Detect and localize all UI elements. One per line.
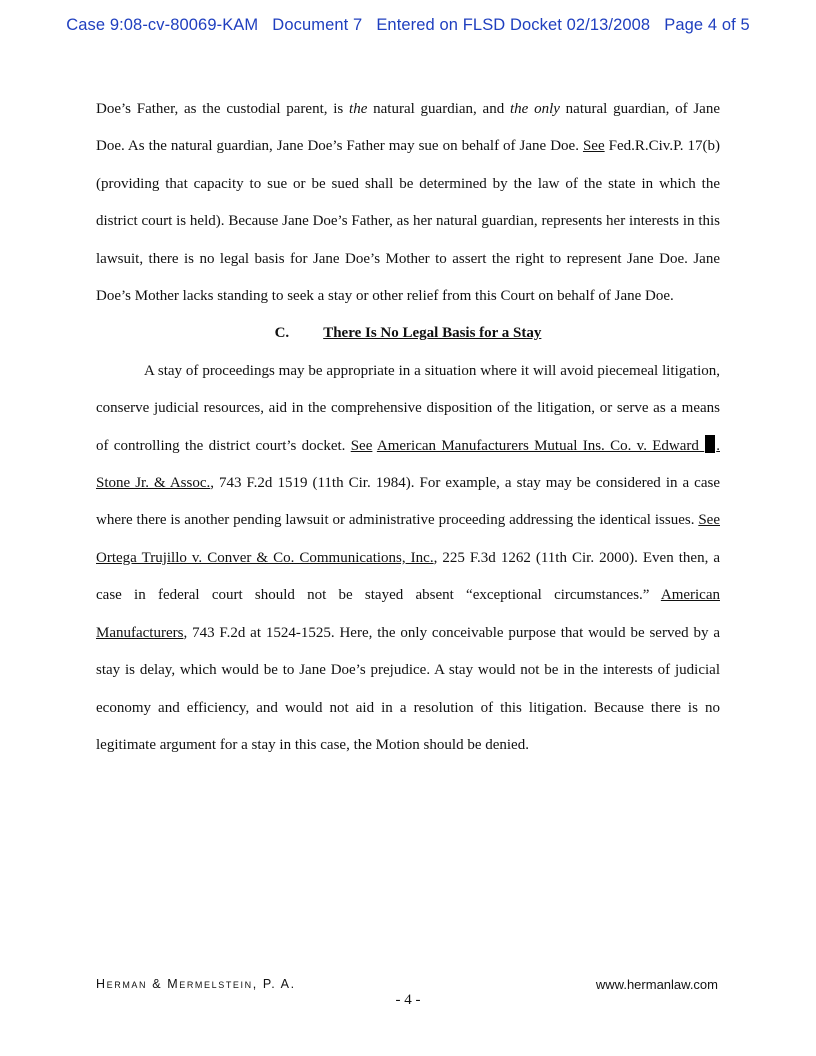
case-name-part: American Manufacturers Mutual Ins. Co. v. Edward	[376, 437, 705, 454]
emphasis-the: the	[349, 101, 368, 117]
emphasis-the-only: the only	[509, 101, 560, 117]
text: natural guardian, and	[367, 101, 510, 117]
redaction-block	[705, 435, 715, 453]
signal-see: See	[698, 512, 720, 529]
paragraph-guardian	[96, 91, 720, 315]
text: Doe’s Father, as the custodial parent, is	[96, 101, 350, 117]
case-citation-short: American Manufacturers	[96, 587, 720, 641]
page-number: - 4 -	[395, 992, 421, 1008]
section-label: C.	[274, 325, 290, 342]
text: , 743 F.2d 1519 (11th Cir. 1984). For example, a stay may be considered in a case where there is another pending lawsuit or administrative proceeding addressing the identical issues.	[96, 475, 720, 529]
docket-header: Case 9:08-cv-80069-KAM Document 7 Entered on FLSD Docket 02/13/2008 Page 4 of 5	[66, 16, 750, 34]
text: , 743 F.2d at 1524-1525. Here, the only conceivable purpose that would be served by a stay is delay, which would be to Jane Doe’s prejudice. A stay would not be in the interests of judicial economy and efficiency, and would not aid in a resolution of this litigation. Because there is no legitimate argument for a stay in this case, the Motion should be denied.	[96, 624, 720, 753]
case-citation-ortega-trujillo: Ortega Trujillo v. Conver & Co. Communications, Inc.	[96, 549, 434, 566]
signal-see: See	[350, 437, 373, 454]
case-name-part: . Stone Jr. & Assoc.	[96, 437, 720, 492]
text: natural guardian, of Jane Doe. As the natural guardian, Jane Doe’s Father may sue on behalf of Jane Doe.	[96, 101, 720, 155]
section-heading	[96, 315, 720, 352]
section-title: There Is No Legal Basis for a Stay	[323, 325, 542, 342]
paragraph-stay	[96, 353, 720, 764]
document-body	[96, 91, 720, 764]
firm-name: Herman & Mermelstein, P. A.	[96, 977, 296, 991]
text: Fed.R.Civ.P. 17(b) (providing that capacity to sue or be sued shall be determined by the law of the state in which the district court is held). Because Jane Doe’s Father, as her natural guardian, represents her interests in this lawsuit, there is no legal basis for Jane Doe’s Mother to assert the right to represent Jane Doe. Jane Doe’s Mother lacks standing to seek a stay or other relief from this Court on behalf of Jane Doe.	[96, 138, 720, 305]
text: A stay of proceedings may be appropriate in a situation where it will avoid piecemeal litigation, conserve judicial resources, aid in the comprehensive disposition of the litigation, or serve as a means of controlling the district court’s docket.	[96, 362, 720, 454]
text: , 225 F.3d 1262 (11th Cir. 2000). Even then, a case in federal court should not be stayed absent “exceptional circumstances.”	[96, 549, 721, 604]
firm-website: www.hermanlaw.com	[595, 977, 718, 992]
signal-see: See	[582, 138, 605, 155]
